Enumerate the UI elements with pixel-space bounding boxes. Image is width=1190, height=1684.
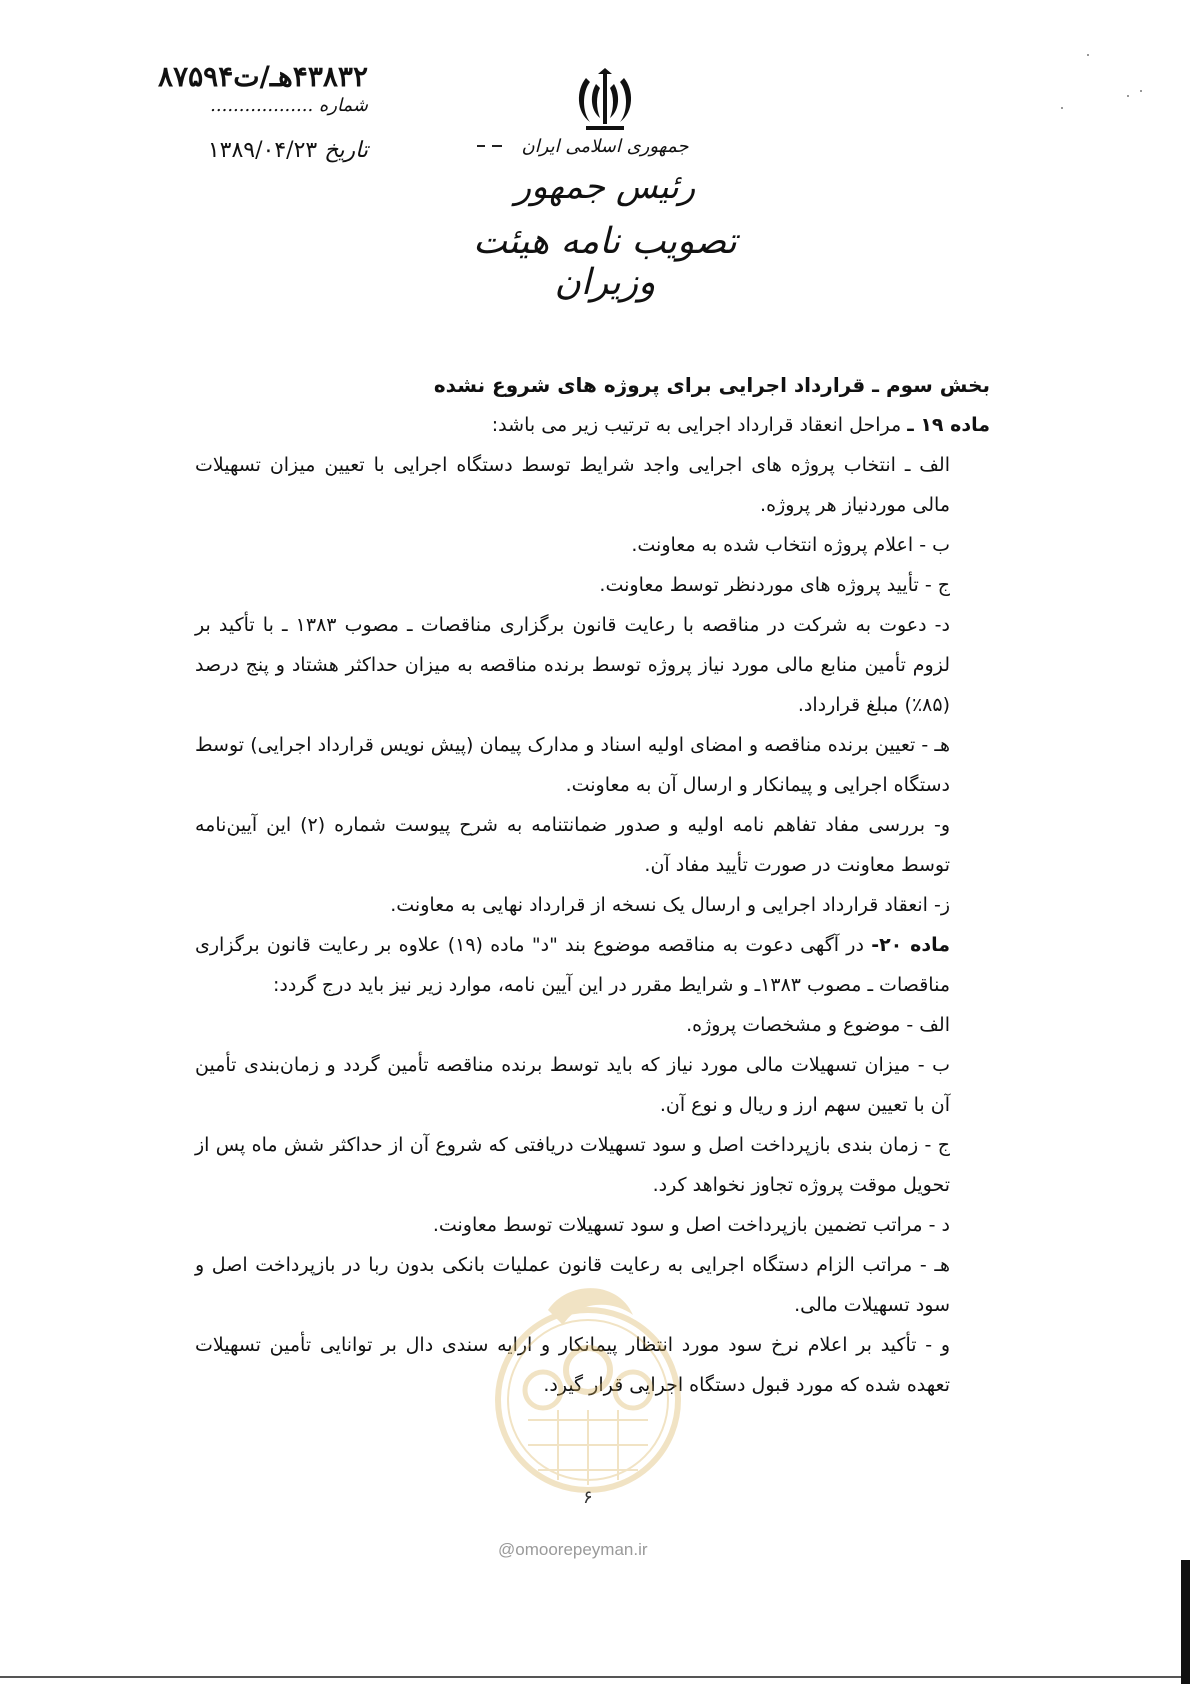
scan-edge-bar <box>1181 1560 1190 1684</box>
article-20-clause: و - تأکید بر اعلام نرخ سود مورد انتظار پیمانکار و ارایه سندی دال بر توانایی تأمین تسهیلات تعهده شده که مورد قبول دستگاه اجرایی قرار گیرد. <box>195 1334 950 1396</box>
document-body <box>195 365 990 1405</box>
article-20-title: ماده ۲۰- <box>871 934 950 956</box>
article-19-clause: و- بررسی مفاد تفاهم نامه اولیه و صدور ضمانتنامه به شرح پیوست شماره (۲) این آیین‌نامه توسط معاونت در صورت تأیید مفاد آن. <box>195 814 951 876</box>
letter-date-value: ۱۳۸۹/۰۴/۲۳ <box>207 138 318 163</box>
article-19-title: ماده ۱۹ ـ <box>907 414 990 436</box>
letter-meta <box>68 60 368 163</box>
article-19-text: مراحل انعقاد قرارداد اجرایی به ترتیب زیر می باشد: <box>491 414 902 436</box>
letter-date <box>68 138 368 163</box>
article-20-clause: د - مراتب تضمین بازپرداخت اصل و سود تسهیلات توسط معاونت. <box>432 1214 950 1236</box>
scan-speck <box>1087 54 1089 56</box>
article-19-clause: الف ـ انتخاب پروژه های اجرایی واجد شرایط توسط دستگاه اجرایی با تعیین میزان تسهیلات مالی موردنیاز هر پروژه. <box>195 454 950 516</box>
watermark-text: @omoorepeyman.ir <box>498 1540 648 1559</box>
letterhead <box>460 68 750 303</box>
watermark-seal-icon <box>488 1270 688 1500</box>
decorative-dash <box>477 145 485 147</box>
article-20-clause: الف - موضوع و مشخصات پروژه. <box>686 1014 950 1036</box>
letter-date-label: تاریخ <box>324 138 368 163</box>
article-20-clause: ج - زمان بندی بازپرداخت اصل و سود تسهیلات دریافتی که شروع آن از حداکثر شش ماه پس از تحویل موقت پروژه تجاوز نخواهد کرد. <box>195 1134 950 1196</box>
article-20-text: در آگهی دعوت به مناقصه موضوع بند "د" ماده (۱۹) علاوه بر رعایت قانون برگزاری مناقصات ـ مصوب ۱۳۸۳ـ و شرایط مقرر در این آیین نامه، موارد زیر نیز باید درج گردد: <box>195 934 950 996</box>
article-20-clause: ب - میزان تسهیلات مالی مورد نیاز که باید توسط برنده مناقصه تأمین گردد و زمان‌بندی تأمین آن با تعیین سهم ارز و ریال و نوع آن. <box>195 1054 950 1116</box>
letter-number: ۴۳۸۳۲هـ/ت۸۷۵۹۴ <box>158 60 368 93</box>
article-20 <box>195 925 990 1005</box>
scan-speck <box>1061 107 1063 109</box>
scan-speck <box>1140 90 1142 92</box>
page-number: ۶ <box>583 1487 593 1508</box>
article-19-clause: د- دعوت به شرکت در مناقصه با رعایت قانون برگزاری مناقصات ـ مصوب ۱۳۸۳ ـ با تأکید بر لزوم تأمین منابع مالی مورد نیاز پروژه توسط برنده مناقصه به میزان حداکثر هشتاد و پنج درصد (۸۵٪) مبلغ قرارداد. <box>195 614 950 716</box>
office-title: رئیس جمهور <box>514 167 696 207</box>
iran-emblem-icon <box>572 68 638 132</box>
country-name: جمهوری اسلامی ایران <box>521 136 689 157</box>
section-title: بخش سوم ـ قرارداد اجرایی برای پروژه های شروع نشده <box>433 373 990 397</box>
scan-speck <box>1127 95 1129 97</box>
article-19 <box>195 405 990 445</box>
article-19-clause: ج - تأیید پروژه های موردنظر توسط معاونت. <box>599 574 950 596</box>
article-19-clause: هـ - تعیین برنده مناقصه و امضای اولیه اسناد و مدارک پیمان (پیش نویس قرارداد اجرایی) توسط دستگاه اجرایی و پیمانکار و ارسال آن به معاونت. <box>195 734 950 796</box>
article-19-clause: ب - اعلام پروژه انتخاب شده به معاونت. <box>631 534 950 556</box>
decorative-dash <box>492 145 502 147</box>
letter-number-label: شماره .................. <box>210 95 368 116</box>
article-20-clause: هـ - مراتب الزام دستگاه اجرایی به رعایت قانون عملیات بانکی بدون ربا در بازپرداخت اصل و سود تسهیلات مالی. <box>195 1254 950 1316</box>
document-type: تصویب نامه هیئت وزیران <box>473 221 737 303</box>
scan-edge-line <box>0 1676 1190 1678</box>
article-19-clause: ز- انعقاد قرارداد اجرایی و ارسال یک نسخه از قرارداد نهایی به معاونت. <box>390 894 950 916</box>
